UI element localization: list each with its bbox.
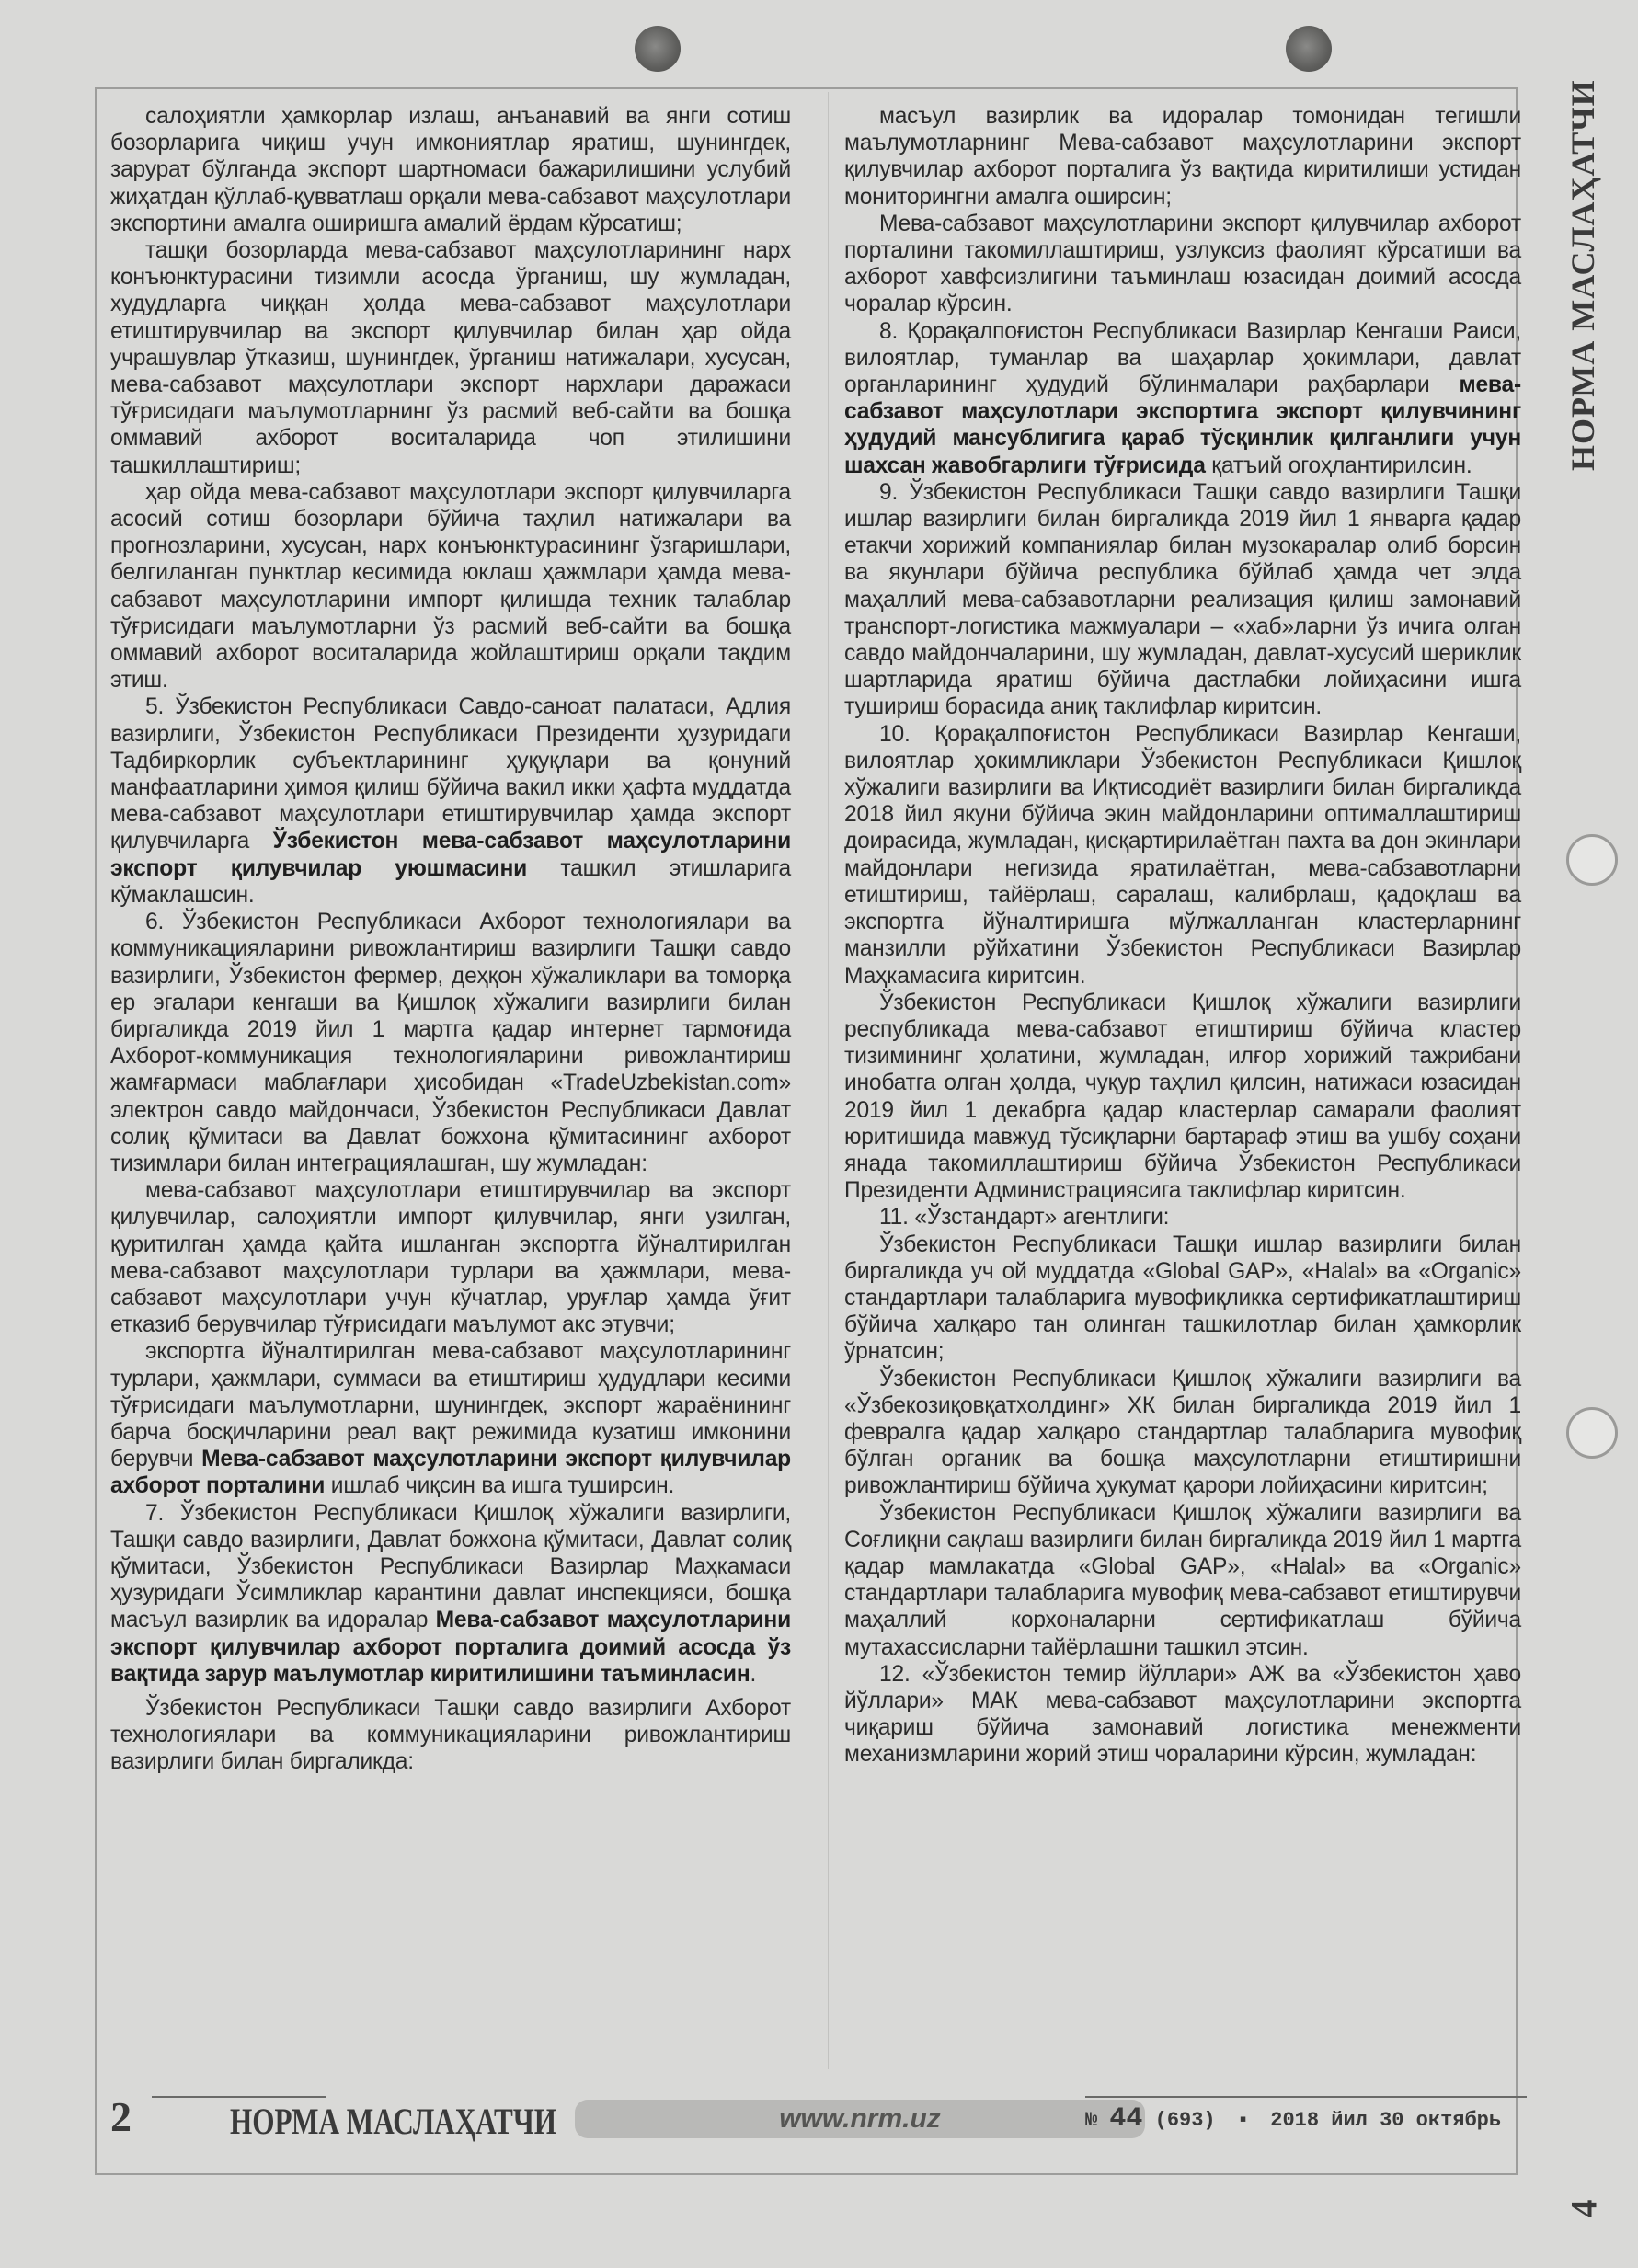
side-brand-text: НОРМА МАСЛАҲАТЧИ [1564, 79, 1601, 471]
binder-ring-bottom [1566, 1407, 1618, 1459]
text: ишлаб чиқсин ва ишга туширсин. [325, 1473, 675, 1499]
text: қатъий огоҳлантирилсин. [1205, 452, 1472, 478]
left-column [110, 103, 791, 1776]
side-issue [1573, 1564, 1609, 2023]
issue-rule [1085, 2096, 1527, 2098]
issue-info [1085, 2103, 1501, 2135]
binder-ring-top [1566, 834, 1618, 886]
paragraph: мева-сабзавот маҳсулотлари етиштирувчилар ва экспорт қилувчилар, салоҳиятли импорт қилувчилар, янги узилган, қуритилган ҳамда қайта ишланган экспортга йўналтирилган мева-сабзавот маҳсулотлари турлари ва ҳажмлари, мева-сабзавот маҳсулотлари учун кўчатлар, уруғлар ҳамда ўғит етказиб берувчилар тўғрисидаги маълумот акс этувчи; [110, 1178, 791, 1338]
bold-text: Мева-сабзавот маҳсулотларини экспорт қилувчилар ахборот порталига доимий асосда ўз вақтида зарур маълумотлар киритилишини таъминласин [110, 1608, 791, 1687]
footer-rule [152, 2096, 326, 2098]
paragraph: Ўзбекистон Республикаси Ташқи ишлар вазирлиги билан биргаликда уч ой муддатда «Global GAP», «Halal» ва «Organic» стандартлари талабларига мувофиқликка сертификатлаштириш бўйича халқаро тан олинган ташкилотлар билан ҳамкорлик ўрнатсин; [844, 1231, 1521, 1365]
paragraph: Ўзбекистон Республикаси Қишлоқ хўжалиги вазирлиги ва Соғлиқни сақлаш вазирлиги билан биргаликда 2019 йил 1 мартга қадар мамлакатда «Global GAP», «Halal» ва «Organic» стандартлари талабларига мувофиқ мева-сабзавот етиштирувчи маҳаллий корхоналарни сертификатлаш бўйича мутахассисларни тайёрлашни ташкил этсин. [844, 1500, 1521, 1660]
right-column [844, 103, 1521, 1769]
paragraph [110, 693, 791, 909]
paragraph: 11. «Ўзстандарт» агентлиги: [879, 1205, 1170, 1231]
page-footer [110, 2092, 1536, 2148]
paragraph: 6. Ўзбекистон Республикаси Ахборот технологиялари ва коммуникацияларини ривожлантириш вазирлиги Ташқи савдо вазирлиги, Ўзбекистон фермер, деҳқон хўжаликлари ва томорқа ер эгалари кенгаши ва Қишлоқ хўжалиги вазирлиги билан биргаликда 2019 йил 1 мартга қадар интернет тармоғида Ахборот-коммуникация технологияларини ривожлантириш жамғармаси маблағлари ҳисобидан «TradeUzbekistan.com» электрон савдо майдончаси, Ўзбекистон Республикаси Давлат солиқ қўмитаси ва Давлат божхона қўмитасининг ахборот тизимлари билан интеграциялашган, шу жумладан: [110, 910, 791, 1176]
paragraph: Ўзбекистон Республикаси Қишлоқ хўжалиги вазирлиги ва «Ўзбекозиқовқатхолдинг» ХК билан биргаликда 2019 йил 1 февралга қадар халқаро стандартлар талабларига мувофиқ бўлган органик ва бошқа маҳсулотларни етиштиришни ривожлантириш бўйича ҳукумат қарори лойиҳасини киритсин; [844, 1366, 1521, 1499]
paragraph: Ўзбекистон Республикаси Ташқи савдо вазирлиги Ахборот технологиялари ва коммуникацияларини ривожлантириш вазирлиги билан биргаликда: [110, 1695, 791, 1775]
text: экспортга йўналтирилган мева-сабзавот маҳсулотларининг турлари, ҳажмлари, суммаси ва етиштириш ҳудудлари кесими тўғрисидаги маълумотларни, шунингдек, экспорт жараёнининг барча босқичларини реал вақт режимида кузатиш имконини берувчи [110, 1339, 791, 1472]
side-page-number: 4 [1563, 2199, 1605, 2218]
paragraph: Мева-сабзавот маҳсулотларини экспорт қилувчилар ахборот порталини такомиллаштириш, узлуксиз фаолият кўрсатиши ва ахборот хавфсизлигини таъминлаш юзасидан доимий асосда чоралар кўрсин. [844, 211, 1521, 317]
punch-hole-left [635, 26, 681, 72]
paragraph: масъул вазирлик ва идоралар томонидан тегишли маълумотларнинг Мева-сабзавот маҳсулотларини экспорт қилувчилар ахборот порталига ўз вақтида киритилиши устидан мониторингни амалга оширсин; [844, 104, 1521, 210]
issue-date: 2018 йил 30 октябрь [1270, 2109, 1502, 2132]
text: 8. Қорақалпоғистон Республикаси Вазирлар Кенгаши Раиси, вилоятлар, туманлар ва шаҳарлар ҳокимлари, давлат органларининг ҳудудий бўлинмалари раҳбарлари [844, 318, 1521, 398]
paragraph [110, 1338, 791, 1499]
footer-brand: НОРМА МАСЛАҲАТЧИ [230, 2101, 557, 2142]
text: 5. Ўзбекистон Республикаси Савдо-саноат палатаси, Адлия вазирлиги, Ўзбекистон Республикаси Президенти ҳузуридаги Тадбиркорлик субъектларининг ҳуқуқлари ва қонуний манфаатларини ҳимоя қилиш бўйича вакил икки ҳафта муддатда мева-сабзавот маҳсулотлари етиштирувчилар ҳамда экспорт қилувчиларга [110, 694, 791, 854]
bold-text: Мева-сабзавот маҳсулотларини экспорт қилувчилар ахборот порталини [110, 1447, 791, 1499]
paragraph [110, 1500, 791, 1688]
issue-number: 44 [1109, 2103, 1143, 2135]
paragraph [844, 318, 1521, 479]
issue-prefix: № [1085, 2109, 1098, 2132]
paragraph: ташқи бозорларда мева-сабзавот маҳсулотларининг нарх конъюнктурасини тизимли асосда ўрганиш, шу жумладан, худудларга чиққан ҳолда мева-сабзавот маҳсулотлари етиштирувчилар ва экспорт қилувчилар билан ҳар ойда учрашувлар ўтказиш, шунингдек, ўрганиш натижалари, хусусан, мева-сабзавот маҳсулотлари экспорт нархлари даражаси тўғрисидаги маълумотларнинг ўз расмий веб-сайти ва бошқа оммавий ахборот воситаларида чоп этилишини ташкиллаштириш; [110, 238, 791, 478]
column-divider [828, 92, 829, 2069]
text: 7. Ўзбекистон Республикаси Қишлоқ хўжалиги вазирлиги, Ташқи савдо вазирлиги, Давлат божхона қўмитаси, Давлат солиқ қўмитаси, Ўзбекистон Республикаси Вазирлар Маҳкамаси ҳузуридаги Ўсимликлар карантини давлат инспекцияси, бошқа масъул вазирлик ва идоралар [110, 1500, 791, 1633]
paragraph: 12. «Ўзбекистон темир йўллари» АЖ ва «Ўзбекистон ҳаво йўллари» МАК мева-сабзавот маҳсулотларини экспортга чиқариш бўйича замонавий логистика менежменти механизмларини жорий этиш чораларини кўрсин, жумладан: [844, 1661, 1521, 1768]
paragraph: 9. Ўзбекистон Республикаси Ташқи савдо вазирлиги Ташқи ишлар вазирлиги билан биргаликда 2019 йил 1 январга қадар етакчи хорижий компаниялар билан музокаралар олиб борсин ва якунлари бўйича республика бўйлаб ҳамда чет элда маҳаллий мева-сабзавотларни реализация қилиш замонавий транспорт-логистика мажмуалари – «хаб»ларни ўз ичига олган савдо майдончаларини, шу жумладан, давлат-хусусий шериклик шартларида яратиш бўйича дастлабки лойиҳасини ишга тушириш борасида аниқ таклифлар киритсин. [844, 479, 1521, 720]
paragraph: 10. Қорақалпоғистон Республикаси Вазирлар Кенгаши, вилоятлар ҳокимликлари Ўзбекистон Республикаси Қишлоқ хўжалиги вазирлиги ва Иқтисодиёт вазирлиги билан биргаликда 2018 йил якуни бўйича экин майдонларини оптималлаштириш доирасида, жумладан, қисқартирилаётган пахта ва дон экинлари майдонлари негизида яратилаётган, мева-сабзавотларни етиштириш, тайёрлаш, саралаш, калибрлаш, қадоқлаш ва экспортга йўналтиришга мўлжалланган кластерларнинг манзилли рўйхатини Ўзбекистон Республикаси Вазирлар Маҳкамасига киритсин. [844, 721, 1521, 989]
paragraph: Ўзбекистон Республикаси Қишлоқ хўжалиги вазирлиги республикада мева-сабзавот етиштириш бўйича кластер тизимининг ҳолатини, жумладан, илғор хорижий тажрибани инобатга олган ҳолда, чуқур таҳлил қилсин, натижаси юзасидан 2019 йил 1 декабрга қадар кластерлар самарали фаолият юритишида мавжуд тўсиқларни бартараф этиш ва ушбу соҳани янада такомиллаштириш бўйича Ўзбекистон Республикаси Президенти Администрациясига таклифлар киритсин. [844, 990, 1521, 1204]
text: ташкил этишларига кўмаклашсин. [110, 855, 791, 908]
page-number: 2 [110, 2093, 132, 2140]
punch-hole-right [1286, 26, 1332, 72]
side-brand [1564, 75, 1619, 471]
issue-sub: (693) [1154, 2109, 1216, 2132]
bold-text: мева-сабзавот маҳсулотлари экспортига экспорт қилувчининг ҳудудий мансублигига қараб тўсқинлик қилганлиги учун шахсан жавобгарлиги тўғрисида [844, 372, 1521, 478]
paragraph: ҳар ойда мева-сабзавот маҳсулотлари экспорт қилувчиларга асосий сотиш бозорлари бўйича таҳлил натижалари ва прогнозларини, хусусан, нарх конъюнктурасининг ўзгаришлари, белгиланган пунктлар кесимида юклаш ҳажмлари ҳамда мева-сабзавот маҳсулотларини импорт қилишда техник талаблар тўғрисидаги маълумотларни ўз расмий веб-сайти ва бошқа оммавий ахборот воситаларида жойлаштириш орқали тақдим этиш. [110, 479, 791, 693]
paragraph: салоҳиятли ҳамкорлар излаш, анъанавий ва янги сотиш бозорларига чиқиш учун имкониятлар яратиш, шунингдек, зарурат бўлганда экспорт шартномаси бажарилишини услубий жиҳатдан қўллаб-қувватлаш орқали мева-сабзавот маҳсулотлари экспортини амалга оширишга амалий ёрдам кўрсатиш; [110, 104, 791, 236]
website-link[interactable]: www.nrm.uz [575, 2100, 1145, 2138]
text: . [750, 1661, 757, 1687]
bold-text: Ўзбекистон мева-сабзавот маҳсулотларини экспорт қилувчилар уюшмасини [110, 829, 791, 881]
separator: ▪ [1236, 2109, 1250, 2132]
